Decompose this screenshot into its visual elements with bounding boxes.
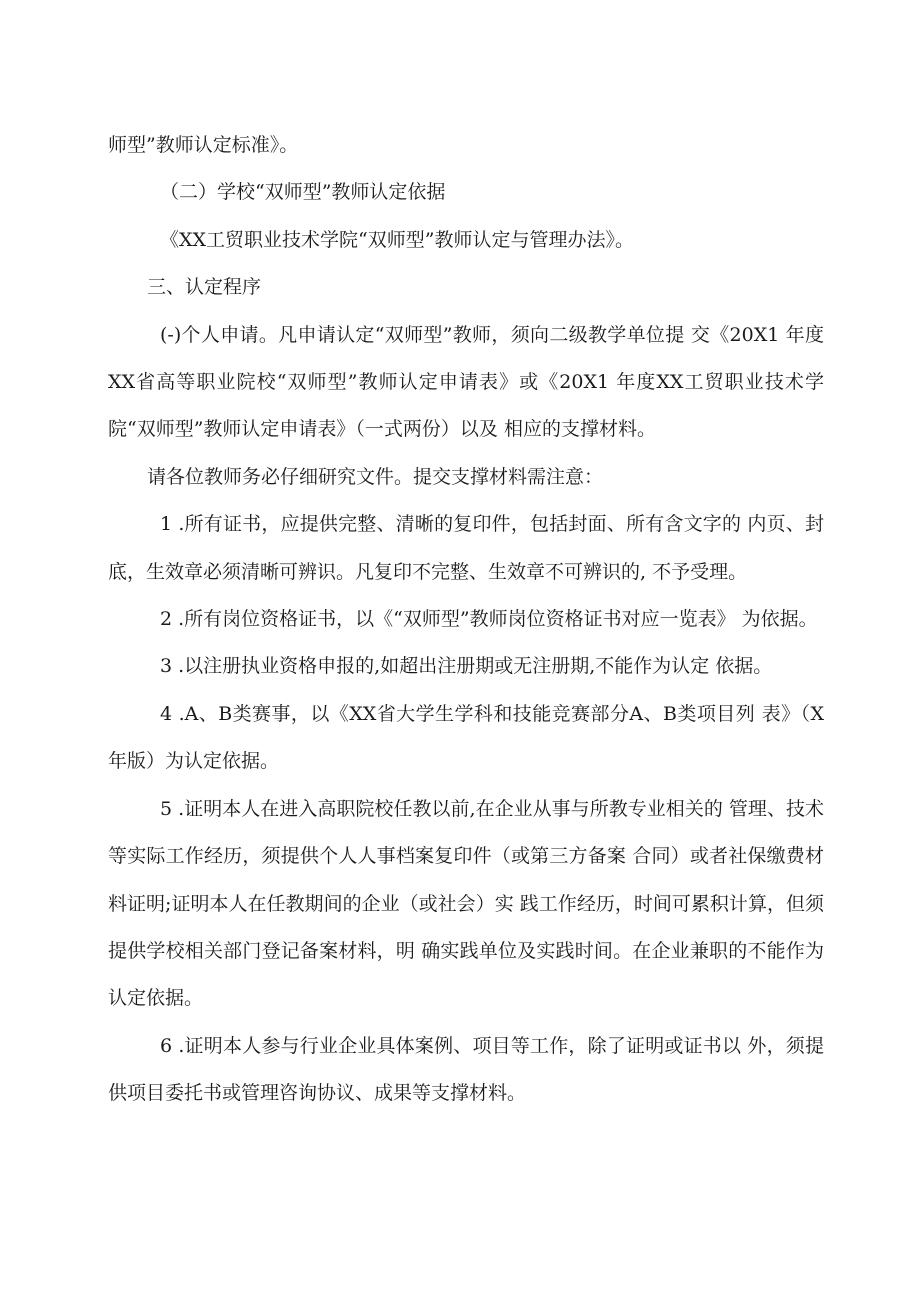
list-item-1: 1 .所有证书，应提供完整、清晰的复印件，包括封面、所有含文字的 内页、封底，生效章必须清晰可辨识。凡复印不完整、生效章不可辨识的, 不予受理。	[108, 513, 824, 583]
list-item-4: 4 .A、B类赛事，以《XX省大学生学科和技能竞赛部分A、B类项目列 表》（X年版）为认定依据。	[108, 702, 824, 773]
list-item-6: 6 .证明本人参与行业企业具体案例、项目等工作，除了证明或证书以 外，须提供项目委托书或管理咨询协议、成果等支撑材料。	[108, 1034, 824, 1105]
paragraph-personal-application: (-)个人申请。凡申请认定“双师型”教师，须向二级教学单位提 交《20X1 年度XX省高等职业院校“双师型”教师认定申请表》或《20X1 年度XX工贸职业技术学院“双师型”教师认定申请表》（一式两份）以及 相应的支撑材料。	[108, 323, 824, 441]
document-body	[108, 122, 824, 1118]
heading-school-basis: （二）学校“双师型”教师认定依据	[160, 181, 446, 204]
list-item-5: 5 .证明本人在进入高职院校任教以前,在企业从事与所教专业相关的 管理、技术等实际工作经历，须提供个人人事档案复印件（或第三方备案 合同）或者社保缴费材料证明;证明本人在任教期间的企业（或社会）实 践工作经历，时间可累积计算，但须提供学校相关部门登记备案材料，明 确实践单位及实践时间。在企业兼职的不能作为认定依据。	[108, 797, 824, 1010]
paragraph-standard-continuation: 师型”教师认定标准》。	[108, 134, 299, 156]
list-item-2: 2 .所有岗位资格证书，以《“双师型”教师岗位资格证书对应一览表》 为依据。	[160, 608, 818, 631]
heading-procedure: 三、认定程序	[147, 276, 262, 299]
list-item-3: 3 .以注册执业资格申报的,如超出注册期或无注册期,不能作为认定 依据。	[160, 655, 773, 678]
paragraph-management-measures: 《XX工贸职业技术学院“双师型”教师认定与管理办法》。	[160, 228, 634, 251]
paragraph-notice: 请各位教师务必仔细研究文件。提交支撑材料需注意：	[147, 465, 604, 488]
